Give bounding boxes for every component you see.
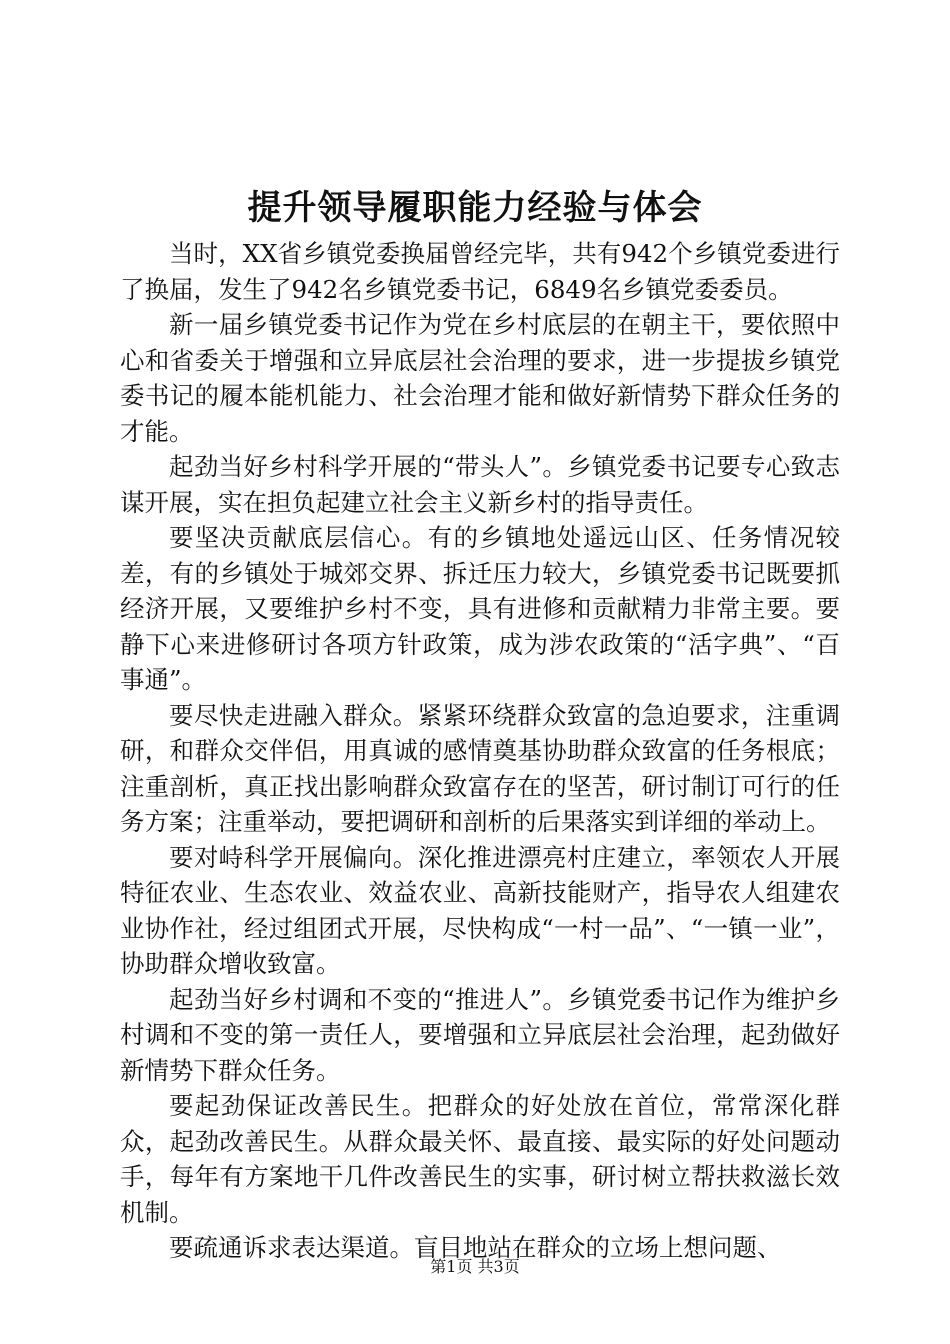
paragraph: 要起劲保证改善民生。把群众的好处放在首位，常常深化群众，起劲改善民生。从群众最关怀、最直接、最实际的好处问题动手，每年有方案地干几件改善民生的实事，研讨树立帮扶救滋长效机制。 <box>120 1091 840 1227</box>
paragraph: 当时，XX省乡镇党委换届曾经完毕，共有942个乡镇党委进行了换届，发生了942名乡镇党委书记，6849名乡镇党委委员。 <box>120 239 840 304</box>
document-body <box>120 236 840 1266</box>
paragraph: 要尽快走进融入群众。紧紧环绕群众致富的急迫要求，注重调研，和群众交伴侣，用真诚的感情奠基协助群众致富的任务根底；注重剖析，真正找出影响群众致富存在的坚苦，研讨制订可行的任务方案；注重举动，要把调研和剖析的后果落实到详细的举动上。 <box>120 700 840 836</box>
page-footer: 第1页 共3页 <box>430 1257 520 1276</box>
document-title: 提升领导履职能力经验与体会 <box>247 188 703 228</box>
paragraph: 要对峙科学开展偏向。深化推进漂亮村庄建立，率领农人开展特征农业、生态农业、效益农业、高新技能财产，指导农人组建农业协作社，经过组团式开展，尽快构成“一村一品”、“一镇一业”，协助群众增收致富。 <box>120 842 840 978</box>
paragraph: 要疏通诉求表达渠道。盲目地站在群众的立场上想问题、 <box>169 1233 782 1262</box>
paragraph: 起劲当好乡村科学开展的“带头人”。乡镇党委书记要专心致志谋开展，实在担负起建立社会主义新乡村的指导责任。 <box>120 452 840 517</box>
paragraph: 要坚决贡献底层信心。有的乡镇地处遥远山区、任务情况较差，有的乡镇处于城郊交界、拆迁压力较大，乡镇党委书记既要抓经济开展，又要维护乡村不变，具有进修和贡献精力非常主要。要静下心来进修研讨各项方针政策，成为涉农政策的“活字典”、“百事通”。 <box>120 523 840 694</box>
paragraph: 起劲当好乡村调和不变的“推进人”。乡镇党委书记作为维护乡村调和不变的第一责任人，要增强和立异底层社会治理，起劲做好新情势下群众任务。 <box>120 984 840 1085</box>
paragraph: 新一届乡镇党委书记作为党在乡村底层的在朝主干，要依照中心和省委关于增强和立异底层社会治理的要求，进一步提拔乡镇党委书记的履本能机能力、社会治理才能和做好新情势下群众任务的才能。 <box>120 310 840 446</box>
